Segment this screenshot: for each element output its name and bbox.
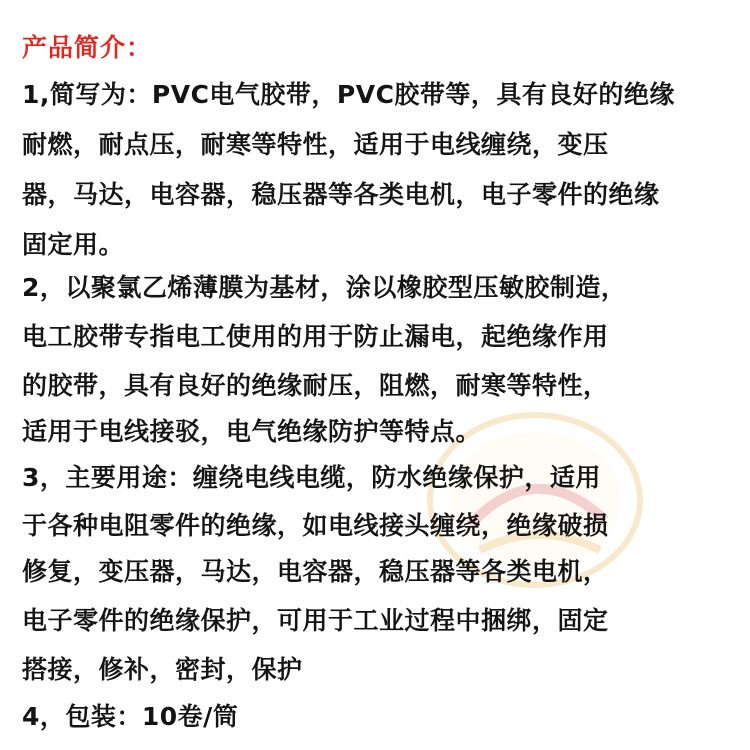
text-line: 搭接，修补，密封，保护 [22,655,303,684]
text-line: 4，包装：10卷/筒 [22,702,239,731]
text-line: 电工胶带专指电工使用的用于防止漏电，起绝缘作用 [22,322,609,351]
text-line: 适用于电线接驳，电气绝缘防护等特点。 [22,417,482,446]
text-line: 修复，变压器，马达，电容器，稳压器等各类电机， [22,557,609,586]
text-line: 的胶带，具有良好的绝缘耐压，阻燃，耐寒等特性， [22,371,609,400]
text-line: 器，马达，电容器，稳压器等各类电机，电子零件的绝缘 [22,180,660,209]
text-line: 固定用。 [22,230,125,259]
text-line: 电子零件的绝缘保护，可用于工业过程中捆绑，固定 [22,606,609,635]
text-line: 2，以聚氯乙烯薄膜为基材，涂以橡胶型压敏胶制造， [22,273,627,302]
text-line: 耐燃，耐点压，耐寒等特性，适用于电线缠绕，变压 [22,130,609,159]
page-title: 产品简介： [22,33,153,62]
text-line: 1,简写为：PVC电气胶带，PVC胶带等，具有良好的绝缘 [22,80,675,109]
text-line: 3，主要用途：缠绕电线电缆，防水绝缘保护，适用 [22,463,601,492]
text-line: 于各种电阻零件的绝缘，如电线接头缠绕，绝缘破损 [22,511,609,540]
